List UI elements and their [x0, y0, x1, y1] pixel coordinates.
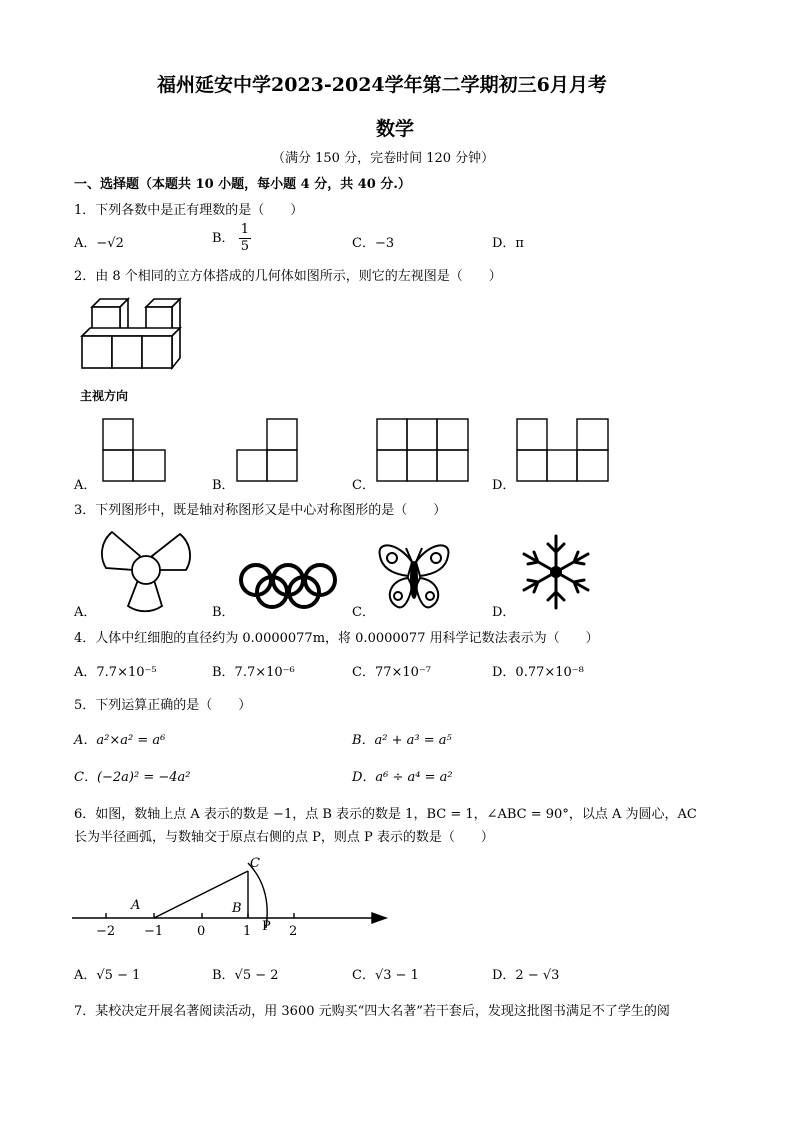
snowflake-icon — [516, 532, 596, 612]
q6-point-p-label: P — [262, 919, 271, 934]
q3-option-c[interactable]: C． — [352, 605, 375, 620]
q1-stem: 1．下列各数中是正有理数的是（ ） — [74, 203, 304, 218]
section-heading: 一、选择题（本题共 10 小题，每小题 4 分，共 40 分.） — [74, 177, 411, 192]
q2-option-d[interactable]: D． — [492, 478, 516, 493]
q4-option-d[interactable]: D．0.77×10⁻⁸ — [492, 665, 584, 680]
q6-tick-label: 2 — [289, 924, 298, 939]
q4-option-c[interactable]: C．77×10⁻⁷ — [352, 665, 431, 680]
exam-note: （满分 150 分，完卷时间 120 分钟） — [272, 151, 495, 166]
q4-option-a[interactable]: A．7.7×10⁻⁵ — [74, 665, 157, 680]
q2-view-c — [376, 418, 470, 482]
q4-stem: 4．人体中红细胞的直径约为 0.0000077m，将 0.0000077 用科学记数法表示为（ ） — [74, 631, 599, 646]
q1-option-a[interactable]: A．−√2 — [74, 236, 124, 251]
q6-tick-label: −2 — [96, 924, 116, 939]
q1-fraction — [239, 222, 251, 255]
q7-stem: 7．某校决定开展名著阅读活动，用 3600 元购买“四大名著”若干套后，发现这批图书满足不了学生的阅 — [74, 1004, 670, 1019]
q3-option-b[interactable]: B． — [212, 605, 235, 620]
q2-caption: 主视方向 — [80, 389, 129, 403]
q6-point-a-label: A — [131, 898, 141, 913]
q6-option-b[interactable]: B．√5 − 2 — [212, 968, 279, 983]
q2-option-a[interactable]: A． — [74, 478, 97, 493]
q3-option-d[interactable]: D． — [492, 605, 516, 620]
q2-option-c[interactable]: C． — [352, 478, 375, 493]
q6-option-c[interactable]: C．√3 − 1 — [352, 968, 419, 983]
q6-tick-label: 1 — [243, 924, 252, 939]
q5-option-a[interactable]: A．a²×a² = a⁶ — [74, 733, 166, 748]
q6-option-d[interactable]: D．2 − √3 — [492, 968, 560, 983]
butterfly-icon — [374, 540, 454, 614]
q6-stem-line2: 长为半径画弧，与数轴交于原点右侧的点 P，则点 P 表示的数是（ ） — [74, 830, 494, 845]
q4-option-b[interactable]: B．7.7×10⁻⁶ — [212, 665, 295, 680]
q6-tick-label: −1 — [144, 924, 164, 939]
q2-cube-figure — [80, 295, 180, 375]
q1-fraction-denominator: 5 — [240, 239, 249, 254]
q2-view-b — [236, 418, 300, 482]
q3-stem: 3．下列图形中，既是轴对称图形又是中心对称图形的是（ ） — [74, 503, 447, 518]
q1-option-c[interactable]: C．−3 — [352, 236, 395, 251]
q1-option-b-label: B． — [212, 231, 235, 246]
q6-point-b-label: B — [232, 901, 242, 916]
q1-option-b[interactable] — [212, 222, 251, 255]
q2-stem: 2．由 8 个相同的立方体搭成的几何体如图所示，则它的左视图是（ ） — [74, 269, 502, 284]
q2-option-b[interactable]: B． — [212, 478, 235, 493]
q5-option-c[interactable]: C．(−2a)² = −4a² — [74, 770, 191, 785]
subject-title: 数学 — [376, 118, 415, 140]
q5-option-b[interactable]: B．a² + a³ = a⁵ — [352, 733, 452, 748]
page-title: 福州延安中学2023-2024学年第二学期初三6月月考 — [157, 74, 607, 96]
q6-stem-line1: 6．如图，数轴上点 A 表示的数是 −1，点 B 表示的数是 1，BC = 1，∠ABC = 90°，以点 A 为圆心，AC — [74, 807, 697, 822]
q5-stem: 5．下列运算正确的是（ ） — [74, 698, 252, 713]
q2-view-a — [102, 418, 166, 482]
q1-option-d[interactable]: D．π — [492, 236, 524, 251]
olympic-rings-icon — [236, 562, 340, 610]
q6-point-c-label: C — [250, 856, 260, 871]
q2-view-d — [516, 418, 610, 482]
q5-option-d[interactable]: D．a⁶ ÷ a⁴ = a² — [352, 770, 453, 785]
q6-option-a[interactable]: A．√5 − 1 — [74, 968, 141, 983]
fan-blade-icon — [104, 526, 188, 610]
q6-tick-label: 0 — [197, 924, 206, 939]
q3-option-a[interactable]: A． — [74, 605, 97, 620]
q1-fraction-numerator: 1 — [240, 222, 249, 237]
